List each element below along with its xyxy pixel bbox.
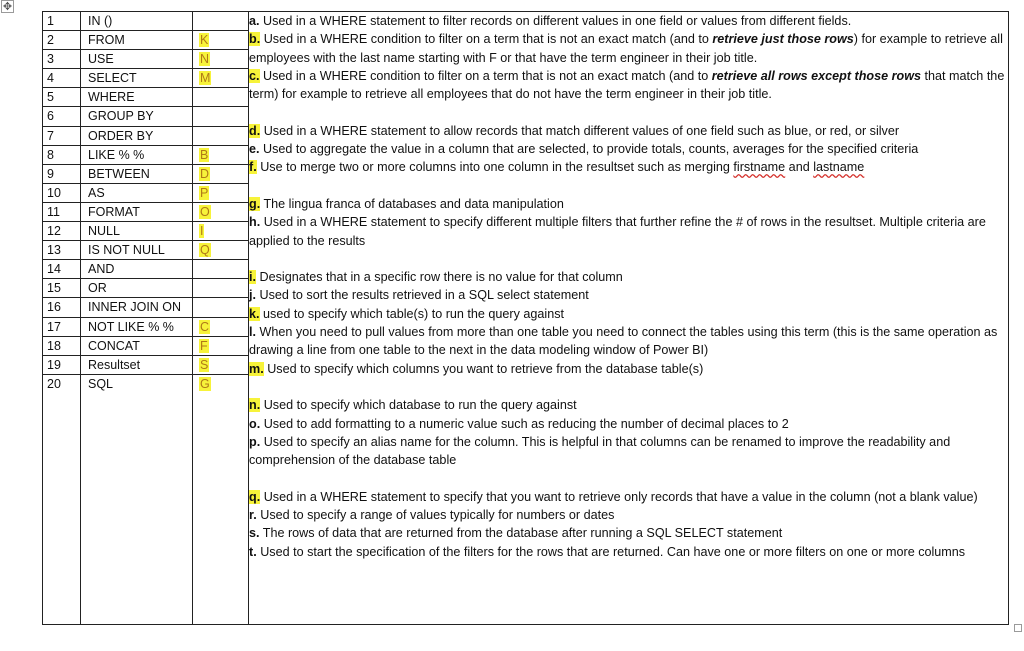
answer-cell <box>193 337 248 356</box>
row-number: 16 <box>43 298 80 317</box>
row-number: 18 <box>43 337 80 356</box>
answer-letter: B <box>200 147 209 162</box>
term-cell: LIKE % % <box>81 146 192 165</box>
table-move-handle-icon[interactable]: ✥ <box>2 1 13 13</box>
definition-t: t. Used to start the specification of the filters for the rows that are returned. Can have one or more filters on one or more columns <box>249 544 966 559</box>
answer-letter: K <box>200 33 209 48</box>
definition-f: f. Use to merge two or more columns into one column in the resultset such as merging firstname and lastname <box>249 160 865 175</box>
term-cell: NOT LIKE % % <box>81 318 192 337</box>
term-cell: AS <box>81 184 192 203</box>
row-number: 6 <box>43 107 80 126</box>
row-number: 4 <box>43 69 80 88</box>
definition-i: i. Designates that in a specific row there is no value for that column <box>249 270 623 285</box>
row-number: 12 <box>43 222 80 241</box>
definition-h: h. Used in a WHERE statement to specify different multiple filters that further refine the # of rows in the resultset. Multiple criteria are applied to the results <box>249 215 986 248</box>
definition-k: k. used to specify which table(s) to run the query against <box>249 306 565 321</box>
table-resize-handle[interactable] <box>1014 624 1022 632</box>
answer-cell <box>193 69 248 88</box>
row-number: 1 <box>43 12 80 31</box>
answer-cell <box>193 107 248 126</box>
definition-b: b. Used in a WHERE condition to filter on a term that is not an exact match (and to retrieve just those rows) for example to retrieve all employees with the last name starting with F or that have the term engineer in their job title. <box>249 32 1003 65</box>
row-number: 17 <box>43 318 80 337</box>
definition-q: q. Used in a WHERE statement to specify that you want to retrieve only records that have a value in the column (not a blank value) <box>249 489 978 504</box>
term-cell: NULL <box>81 222 192 241</box>
answer-cell <box>193 184 248 203</box>
answer-cell <box>193 241 248 260</box>
definition-p: p. Used to specify an alias name for the column. This is helpful in that columns can be renamed to improve the readability and comprehension of the database table <box>249 434 951 468</box>
term-cell: AND <box>81 260 192 279</box>
answer-cell <box>193 279 248 298</box>
answer-cell <box>193 165 248 184</box>
answer-letter: M <box>200 71 211 86</box>
answer-cell <box>193 203 248 222</box>
row-number: 5 <box>43 88 80 107</box>
answer-letter: Q <box>200 243 210 258</box>
answer-cell <box>193 260 248 279</box>
term-cell: BETWEEN <box>81 165 192 184</box>
answer-cell <box>193 318 248 337</box>
row-number: 10 <box>43 184 80 203</box>
row-number: 9 <box>43 165 80 184</box>
definition-a: a. Used in a WHERE statement to filter records on different values in one field or values from different fields. <box>249 14 852 28</box>
answer-cell <box>193 298 248 317</box>
term-cell: OR <box>81 279 192 298</box>
definition-c: c. Used in a WHERE condition to filter on a term that is not an exact match (and to retrieve all rows except those rows that match the term) for example to retrieve all employees that do not have the term engineer in their job title. <box>249 68 1005 102</box>
sql-terms-table <box>42 11 1009 625</box>
term-cell: ORDER BY <box>81 127 192 146</box>
answer-cell <box>193 50 248 69</box>
answer-letter: D <box>200 166 210 181</box>
answer-cell <box>193 127 248 146</box>
answer-cell <box>193 222 248 241</box>
row-number: 2 <box>43 31 80 50</box>
definition-e: e. Used to aggregate the value in a column that are selected, to provide totals, counts, averages for the specified criteria <box>249 142 919 157</box>
term-cell: IN () <box>81 12 192 31</box>
definitions-cell <box>249 12 1009 625</box>
term-cell: CONCAT <box>81 337 192 356</box>
definition-s: s. The rows of data that are returned from the database after running a SQL SELECT statement <box>249 526 783 541</box>
answer-letter: F <box>200 338 208 353</box>
term-cell: USE <box>81 50 192 69</box>
term-column <box>81 12 193 625</box>
answer-letter: C <box>200 319 210 334</box>
row-number: 7 <box>43 127 80 146</box>
definition-g: g. The lingua franca of databases and data manipulation <box>249 196 564 211</box>
term-cell: SELECT <box>81 69 192 88</box>
definition-j: j. Used to sort the results retrieved in a SQL select statement <box>249 288 589 303</box>
definition-o: o. Used to add formatting to a numeric value such as reducing the number of decimal places to 2 <box>249 416 789 431</box>
term-cell: FORMAT <box>81 203 192 222</box>
term-cell: Resultset <box>81 356 192 375</box>
answer-cell <box>193 88 248 107</box>
row-number: 19 <box>43 356 80 375</box>
row-number: 13 <box>43 241 80 260</box>
definition-r: r. Used to specify a range of values typically for numbers or dates <box>249 508 615 523</box>
row-number-column <box>43 12 81 625</box>
answer-letter: N <box>200 52 210 67</box>
answer-cell <box>193 375 248 394</box>
row-number: 11 <box>43 203 80 222</box>
answer-letter: O <box>200 204 210 219</box>
row-number: 14 <box>43 260 80 279</box>
row-number: 8 <box>43 146 80 165</box>
definition-n: n. Used to specify which database to run the query against <box>249 398 577 413</box>
term-cell: GROUP BY <box>81 107 192 126</box>
answer-letter: S <box>200 357 209 372</box>
definition-l: l. When you need to pull values from more than one table you need to connect the tables using this term (this is the same operation as drawing a line from one table to the next in the data modeling window of Power BI) <box>249 325 998 358</box>
term-cell: FROM <box>81 31 192 50</box>
term-cell: SQL <box>88 376 114 391</box>
row-number: 3 <box>43 50 80 69</box>
answer-letter: G <box>200 376 210 391</box>
answer-letter: I <box>200 224 204 239</box>
definition-m: m. Used to specify which columns you want to retrieve from the database table(s) <box>249 361 704 376</box>
answer-letter: P <box>200 185 209 200</box>
term-cell: INNER JOIN ON <box>81 298 192 317</box>
row-number: 20 <box>47 376 61 391</box>
term-cell: WHERE <box>81 88 192 107</box>
definition-d: d. Used in a WHERE statement to allow records that match different values of one field such as blue, or red, or silver <box>249 123 900 138</box>
answer-cell <box>193 31 248 50</box>
term-cell: IS NOT NULL <box>81 241 192 260</box>
row-number: 15 <box>43 279 80 298</box>
answer-cell <box>193 12 248 31</box>
answer-cell <box>193 146 248 165</box>
answer-column <box>193 12 249 625</box>
answer-cell <box>193 356 248 375</box>
